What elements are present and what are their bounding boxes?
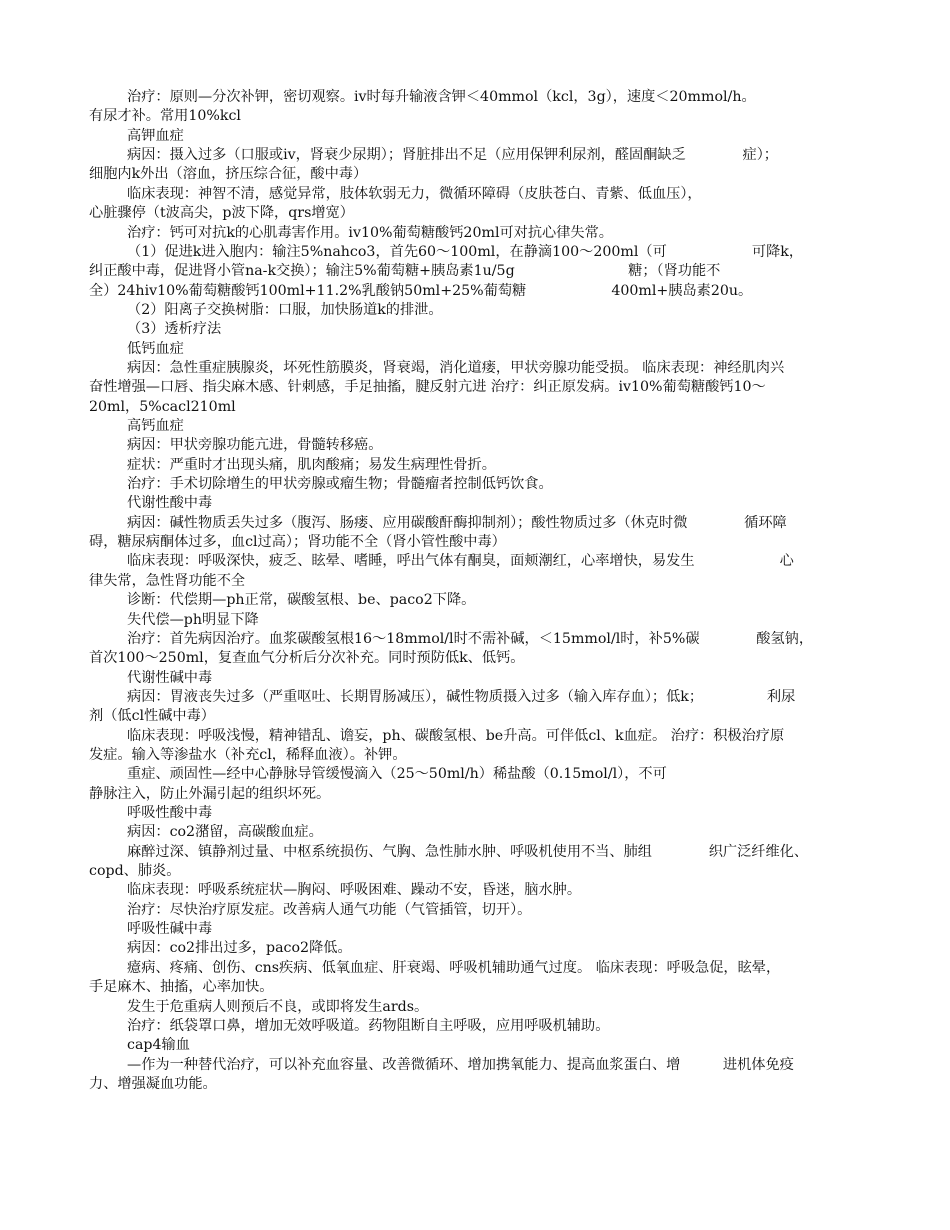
text-line: 高钙血症 [127,418,184,434]
text-line: 纠正酸中毒，促进肾小管na-k交换）；输注5%葡萄糖+胰岛素1u/5g 糖；（肾功能不 [89,263,721,280]
text-line: cap4输血 [127,1037,190,1054]
text-line: 癔病、疼痛、创伤、cns疾病、低氧血症、肝衰竭、呼吸机辅助通气过度。 临床表现：呼吸急促，眩晕， [127,959,781,976]
text-line: 病因：甲状旁腺功能亢进，骨髓转移癌。 [127,437,383,454]
text-line: 临床表现：神智不清，感觉异常，肢体软弱无力，微循环障碍（皮肤苍白、青紫、低血压）， [127,185,702,202]
text-line: 治疗：尽快治疗原发症。改善病人通气功能（气管插管，切开）。 [127,901,532,918]
text-line: 首次100～250ml，复查血气分析后分次补充。同时预防低k、低钙。 [89,650,525,667]
text-line: 手足麻木、抽搐，心率加快。 [89,979,274,996]
text-line: 临床表现：呼吸系统症状—胸闷、呼吸困难、躁动不安，昏迷，脑水肿。 [127,882,582,899]
text-line: （1）促进k进入胞内：输注5%nahco3，首先60～100ml，在静滴100～200ml（可 可降k， [127,243,804,260]
text-line: 临床表现：呼吸浅慢，精神错乱、谵妄，ph、碳酸氢根、be升高。可伴低cl、k血症。 治疗：积极治疗原 [127,727,785,744]
text-line: 高钾血症 [127,127,184,144]
text-line: 失代偿—ph明显下降 [127,611,259,628]
text-line: 治疗：手术切除增生的甲状旁腺或瘤生物；骨髓瘤者控制低钙饮食。 [127,476,553,492]
text-line: 代谢性碱中毒 [127,669,213,686]
text-line: 病因：急性重症胰腺炎，坏死性筋膜炎，肾衰竭，消化道瘘，甲状旁腺功能受损。 临床表现：神经肌肉兴 [127,359,785,376]
text-line: —作为一种替代治疗，可以补充血容量、改善微循环、增加携氧能力、提高血浆蛋白、增 进机体免疫 [127,1056,794,1073]
text-line: 细胞内k外出（溶血，挤压综合征，酸中毒） [89,166,368,183]
text-line: （3）透析疗法 [127,321,222,338]
text-line: 力、增强凝血功能。 [89,1075,217,1092]
text-line: 低钙血症 [127,340,184,357]
text-line: 呼吸性酸中毒 [127,805,213,821]
text-line: 病因：摄入过多（口服或iv，肾衰少尿期）；肾脏排出不足（应用保钾利尿剂，醛固酮缺乏 症）； [127,147,778,164]
text-line: 奋性增强—口唇、指尖麻木感、针刺感，手足抽搐，腱反射亢进 治疗：纠正原发病。iv10%葡萄糖酸钙10～ [89,379,766,396]
text-line: 律失常，急性肾功能不全 [89,572,246,589]
text-line: 病因：胃液丧失过多（严重呕吐、长期胃肠减压），碱性物质摄入过多（输入库存血）；低k； 利尿 [127,688,796,705]
text-line: 碍，糖尿病酮体过多，血cl过高）；肾功能不全（肾小管性酸中毒） [89,534,506,550]
text-line: 心脏骤停（t波高尖，p波下降，qrs增宽） [89,205,354,222]
text-line: 治疗：钙可对抗k的心肌毒害作用。iv10%葡萄糖酸钙20ml可对抗心律失常。 [127,224,613,241]
text-line: 病因：co2排出过多，paco2降低。 [127,940,352,957]
text-line: 临床表现：呼吸深快，疲乏、眩晕、嗜睡，呼出气体有酮臭，面颊潮红，心率增快，易发生 心 [127,553,794,570]
text-line: 静脉注入，防止外漏引起的组织坏死。 [89,785,331,802]
text-line: 发生于危重病人则预后不良，或即将发生ards。 [127,998,429,1015]
text-line: 治疗：首先病因治疗。血浆碳酸氢根16～18mmol/l时不需补碱，＜15mmol/l时，补5%碳 酸氢钠， [127,630,814,647]
text-line: copd、肺炎。 [89,863,181,879]
text-line: 呼吸性碱中毒 [127,921,213,938]
text-line: 麻醉过深、镇静剂过量、中枢系统损伤、气胸、急性肺水肿、呼吸机使用不当、肺组 织广泛纤维化、 [127,843,809,860]
text-line: 20ml，5%cacl210ml [89,398,236,415]
text-line: 剂（低cl性碱中毒） [89,708,215,725]
text-line: （2）阳离子交换树脂：口服，加快肠道k的排泄。 [127,301,443,318]
text-line: 治疗：原则—分次补钾，密切观察。iv时每升输液含钾＜40mmol（kcl，3g），速度＜20mmol/h。 [127,89,756,105]
text-line: 病因：碱性物质丢失过多（腹泻、肠瘘、应用碳酸酐酶抑制剂）；酸性物质过多（休克时微 循环障 [127,514,787,531]
text-line: 病因：co2潴留，高碳酸血症。 [127,824,323,841]
text-line: 诊断：代偿期—ph正常，碳酸氢根、be、paco2下降。 [127,592,476,609]
text-line: 代谢性酸中毒 [127,495,213,512]
text-line: 治疗：纸袋罩口鼻，增加无效呼吸道。药物阻断自主呼吸，应用呼吸机辅助。 [127,1017,610,1034]
text-line: 全）24hiv10%葡萄糖酸钙100ml+11.2%乳酸钠50ml+25%葡萄糖 400ml+胰岛素20u。 [89,282,753,299]
text-line: 有尿才补。常用10%kcl [89,108,241,125]
text-line: 症状：严重时才出现头痛，肌肉酸痛；易发生病理性骨折。 [127,456,496,473]
text-line: 重症、顽固性—经中心静脉导管缓慢滴入（25～50ml/h）稀盐酸（0.15mol/l），不可 [127,766,667,783]
text-line: 发症。输入等渗盐水（补充cl，稀释血液）。补钾。 [89,746,407,763]
